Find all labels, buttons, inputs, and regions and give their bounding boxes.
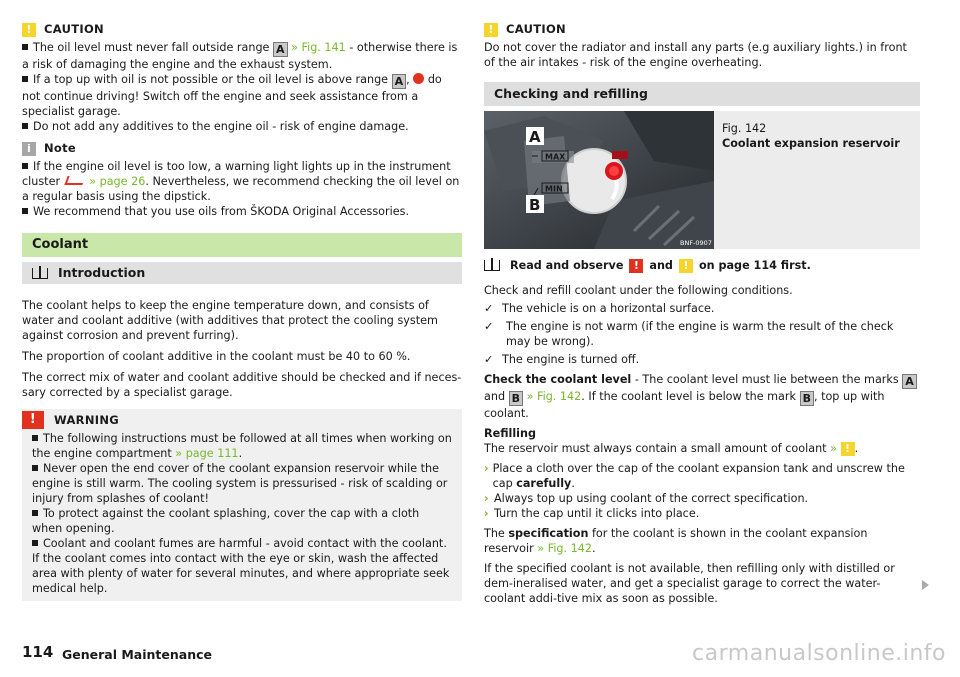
figure-title: Coolant expansion reservoir: [722, 137, 900, 150]
page-number: 114: [22, 643, 54, 661]
page-link[interactable]: » page 26: [89, 175, 146, 188]
oil-can-icon: [64, 176, 85, 185]
check-icon: ✓: [484, 302, 494, 315]
paragraph: If the specified coolant is not available, then refilling only with distilled or dem-ineralised water, and get a specialist garage to correct the water-coolant addi-tive mix as soon as possible.: [484, 562, 895, 605]
fig-link[interactable]: » Fig. 141: [291, 41, 346, 54]
caution-title: CAUTION: [44, 22, 104, 36]
bullet-icon: [22, 123, 28, 129]
caution-icon: !: [679, 259, 693, 273]
mark-a: A: [273, 42, 288, 57]
min-label: MIN: [545, 184, 563, 194]
note-block: [22, 141, 462, 219]
bullet-icon: [22, 44, 28, 50]
section-title-checking: Checking and refilling: [484, 82, 920, 106]
coolant-intro-text: [22, 298, 462, 400]
warning-block: [22, 409, 462, 601]
bullet-icon: [22, 208, 28, 214]
read-observe-line: Read and observe ! and ! on page 114 first.: [484, 258, 920, 273]
check-icon: ✓: [484, 353, 494, 366]
step-item: › Place a cloth over the cap of the coolant expansion tank and unscrew the cap carefully.: [484, 462, 905, 490]
continue-arrow-icon: [922, 580, 929, 590]
warning-item: Never open the end cover of the coolant expansion reservoir while the engine is still warm. The cooling system is pressurised - risk of scalding or injury from splashes of coolant!: [32, 462, 448, 505]
refilling-title: Refilling: [484, 427, 536, 440]
caution-block-radiator: [484, 22, 920, 70]
check-icon: ✓: [484, 320, 494, 333]
specification-paragraph: The specification for the coolant is shown in the coolant expansion reservoir » Fig. 142.: [484, 527, 868, 555]
caution-heading: [22, 22, 462, 37]
subsection-introduction: Introduction: [22, 262, 462, 284]
warning-heading: [22, 409, 452, 431]
warning-item: Coolant and coolant fumes are harmful - avoid contact with the coolant. If the coolant comes into contact with the eye or skin, wash the affected area with plenty of water for several minutes, and where appropriate seek medical help.: [32, 537, 450, 595]
warning-icon: !: [629, 259, 643, 273]
reservoir-illustration: [484, 111, 714, 249]
bullet-icon: [22, 76, 28, 82]
caution-icon: !: [484, 23, 498, 37]
figure-code: BNF-0907: [680, 239, 712, 247]
warning-item: The following instructions must be followed at all times when working on the engine compartment » page 111.: [32, 432, 452, 460]
check-level-paragraph: Check the coolant level - The coolant level must lie between the marks A and B » Fig. 142. If the coolant level is below the mark B , top up with coolant.: [484, 372, 920, 421]
step-arrow-icon: ›: [484, 507, 489, 520]
figure-caption: [722, 121, 900, 151]
step-arrow-icon: ›: [484, 492, 489, 505]
condition-item: ✓ The vehicle is on a horizontal surface.: [484, 302, 715, 315]
bullet-icon: [32, 435, 38, 441]
max-label: MAX: [545, 152, 566, 162]
page-link[interactable]: » page 111: [175, 447, 239, 460]
mark-b: B: [509, 391, 523, 406]
mark-a: A: [392, 74, 407, 89]
caution-item: The oil level must never fall outside range A » Fig. 141 - otherwise there is a risk of damaging the engine and the exhaust system.: [22, 41, 458, 71]
paragraph: The correct mix of water and coolant additive should be checked and if neces-sary corrected by a specialist garage.: [22, 371, 462, 399]
caution-text: Do not cover the radiator and install any parts (e.g auxiliary lights.) in front of the air intakes - risk of the engine overheating.: [484, 41, 907, 69]
warning-item: To protect against the coolant splashing, cover the cap with a cloth when opening.: [32, 507, 420, 535]
note-title: Note: [44, 141, 77, 155]
figure-label-b: B: [529, 196, 541, 214]
refilling-text: The reservoir must always contain a small amount of coolant » ! .: [484, 442, 859, 455]
paragraph: The coolant helps to keep the engine temperature down, and consists of water and coolant additive (with additives that protect the cooling system against corrosion and prevent furring).: [22, 299, 438, 342]
fig-link[interactable]: » Fig. 142: [537, 542, 592, 555]
fig-link[interactable]: » Fig. 142: [526, 390, 582, 403]
caution-link[interactable]: »: [830, 442, 837, 455]
bullet-icon: [32, 465, 38, 471]
book-icon: [32, 268, 48, 279]
condition-item: ✓ The engine is turned off.: [484, 353, 640, 366]
figure-label-a: A: [529, 128, 541, 146]
condition-item: ✓ The engine is not warm (if the engine is warm the result of the check may be wrong).: [484, 320, 894, 348]
note-item: If the engine oil level is too low, a warning light lights up in the instrument cluster » page 26. Nevertheless, we recommend checking the oil level on a regular basis using the dipstick.: [22, 160, 460, 203]
step-item: › Turn the cap until it clicks into place.: [484, 507, 700, 520]
mark-a: A: [902, 374, 917, 389]
paragraph: The proportion of coolant additive in the coolant must be 40 to 60 %.: [22, 350, 411, 363]
conditions-intro: Check and refill coolant under the following conditions.: [484, 284, 793, 297]
caution-item: If a top up with oil is not possible or the oil level is above range A , do not continue driving! Switch off the engine and seek assistance from a specialist garage.: [22, 73, 442, 118]
bullet-icon: [22, 163, 28, 169]
watermark: carmanualsonline.info: [692, 641, 946, 666]
section-title-coolant: Coolant: [22, 233, 462, 257]
caution-block-oil: [22, 22, 462, 134]
step-item: › Always top up using coolant of the correct specification.: [484, 492, 809, 505]
warning-title: WARNING: [54, 412, 119, 427]
step-arrow-icon: ›: [484, 462, 489, 475]
note-item: We recommend that you use oils from ŠKODA Original Accessories.: [22, 204, 462, 219]
info-icon: i: [22, 142, 36, 156]
caution-heading: [484, 22, 920, 37]
checking-body: [484, 283, 920, 606]
figure-number: Fig. 142: [722, 122, 767, 135]
warning-icon: !: [22, 411, 44, 429]
caution-title: CAUTION: [506, 22, 566, 36]
bullet-icon: [32, 540, 38, 546]
mark-b: B: [800, 391, 814, 406]
caution-icon: !: [22, 23, 36, 37]
book-icon: [484, 260, 500, 271]
caution-item: Do not add any additives to the engine oil - risk of engine damage.: [22, 119, 462, 134]
figure-panel: [484, 111, 920, 249]
oil-warning-icon: [413, 73, 424, 84]
coolant-reservoir-photo: [484, 111, 714, 249]
chapter-title: General Maintenance: [62, 647, 212, 662]
bullet-icon: [32, 510, 38, 516]
note-heading: [22, 141, 462, 156]
caution-icon: !: [841, 442, 855, 456]
